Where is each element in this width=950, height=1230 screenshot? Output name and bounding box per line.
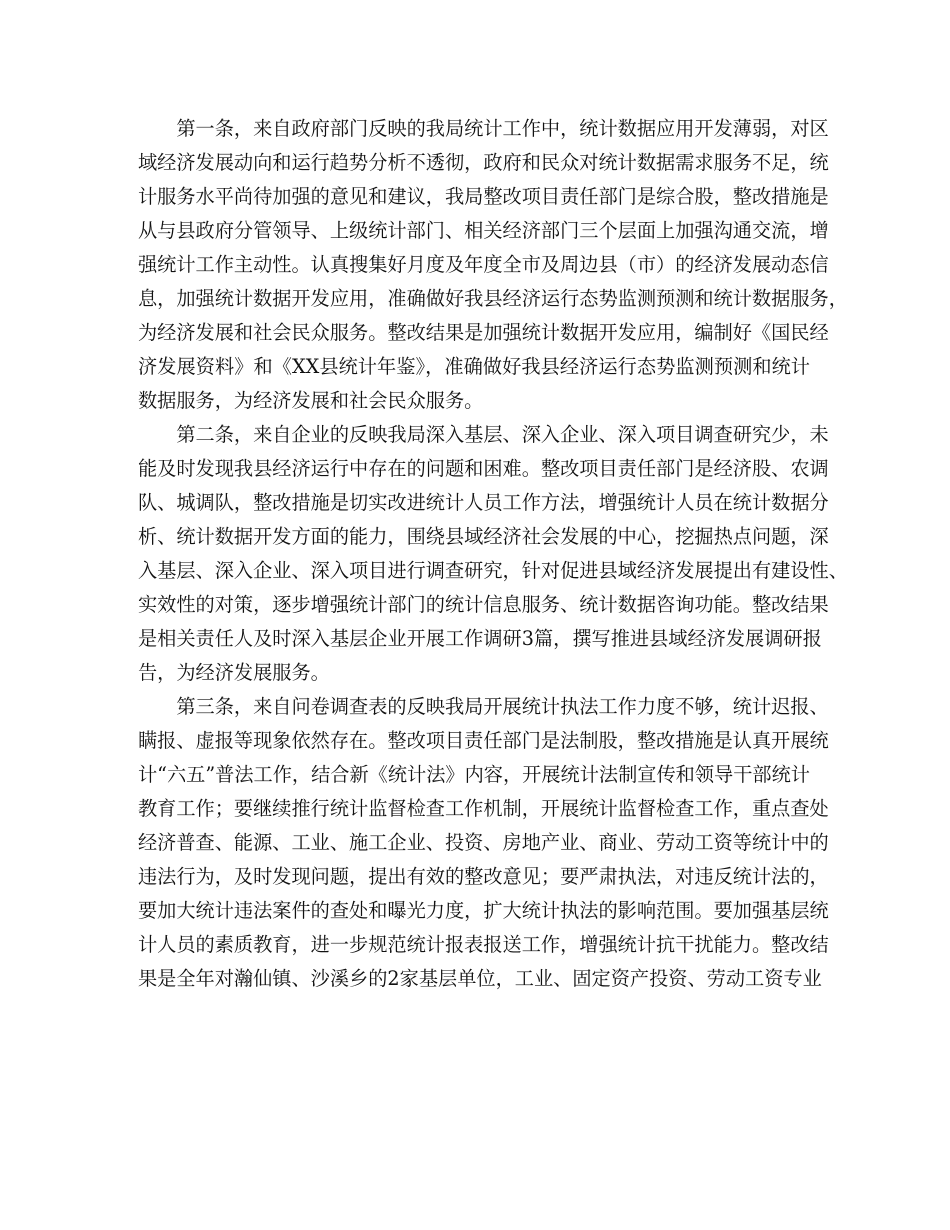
text-line: 计服务水平尚待加强的意见和建议，我局整改项目责任部门是综合股，整改措施是 — [138, 185, 829, 208]
text-line: 队、城调队，整改措施是切实改进统计人员工作方法，增强统计人员在统计数据分 — [138, 491, 829, 514]
text-line: 第三条，来自问卷调查表的反映我局开展统计执法工作力度不够，统计迟报、 — [138, 695, 829, 718]
text-line: 入基层、深入企业、深入项目进行调查研究，针对促进县域经济发展提出有建设性、 — [138, 559, 848, 582]
paragraph-1 — [138, 112, 848, 418]
paragraph-2 — [138, 418, 848, 690]
text-line: 教育工作；要继续推行统计监督检查工作机制，开展统计监督检查工作，重点查处 — [138, 797, 829, 820]
text-line: 息，加强统计数据开发应用，准确做好我县经济运行态势监测预测和统计数据服务， — [138, 287, 848, 310]
text-line: 告，为经济发展服务。 — [138, 661, 330, 684]
text-line: 瞒报、虚报等现象依然存在。整改项目责任部门是法制股，整改措施是认真开展统 — [138, 729, 829, 752]
text-line: 济发展资料》和《XX县统计年鉴》，准确做好我县经济运行态势监测预测和统计 — [138, 355, 810, 378]
text-line: 是相关责任人及时深入基层企业开展工作调研3篇，撰写推进县域经济发展调研报 — [138, 627, 822, 650]
text-line: 为经济发展和社会民众服务。整改结果是加强统计数据开发应用，编制好《国民经 — [138, 321, 829, 344]
text-line: 要加大统计违法案件的查处和曝光力度，扩大统计执法的影响范围。要加强基层统 — [138, 899, 829, 922]
text-line: 能及时发现我县经济运行中存在的问题和困难。整改项目责任部门是经济股、农调 — [138, 457, 829, 480]
text-line: 从与县政府分管领导、上级统计部门、相关经济部门三个层面上加强沟通交流，增 — [138, 219, 829, 242]
paragraph-3 — [138, 690, 829, 996]
text-line: 域经济发展动向和运行趋势分析不透彻，政府和民众对统计数据需求服务不足，统 — [138, 151, 829, 174]
text-line: 实效性的对策，逐步增强统计部门的统计信息服务、统计数据咨询功能。整改结果 — [138, 593, 829, 616]
text-line: 经济普查、能源、工业、施工企业、投资、房地产业、商业、劳动工资等统计中的 — [138, 831, 829, 854]
text-line: 果是全年对瀚仙镇、沙溪乡的2家基层单位，工业、固定资产投资、劳动工资专业 — [138, 967, 822, 990]
text-line: 计人员的素质教育，进一步规范统计报表报送工作，增强统计抗干扰能力。整改结 — [138, 933, 829, 956]
text-line: 第二条，来自企业的反映我局深入基层、深入企业、深入项目调查研究少，未 — [138, 423, 829, 446]
text-line: 计“六五”普法工作，结合新《统计法》内容，开展统计法制宣传和领导干部统计 — [138, 763, 810, 786]
text-line: 数据服务，为经济发展和社会民众服务。 — [138, 389, 484, 412]
text-line: 第一条，来自政府部门反映的我局统计工作中，统计数据应用开发薄弱，对区 — [138, 117, 829, 140]
text-line: 强统计工作主动性。认真搜集好月度及年度全市及周边县（市）的经济发展动态信 — [138, 253, 829, 276]
text-line: 析、统计数据开发方面的能力，围绕县域经济社会发展的中心，挖掘热点问题，深 — [138, 525, 829, 548]
text-line: 违法行为，及时发现问题，提出有效的整改意见；要严肃执法，对违反统计法的， — [138, 865, 829, 888]
document-page — [138, 112, 848, 996]
